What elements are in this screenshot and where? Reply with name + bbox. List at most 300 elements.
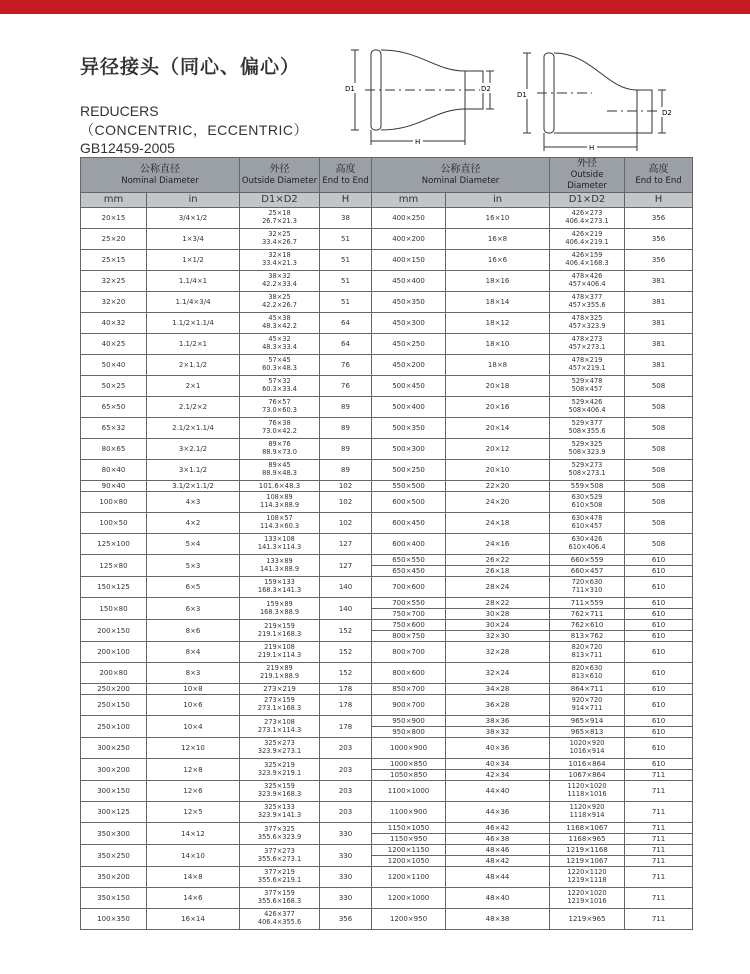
cell-nominal-in: 14×12 [147,823,240,845]
cell-nominal-mm: 65×50 [81,397,147,418]
cell-height: 508 [625,397,693,418]
cell-nominal-in: 3.1/2×1.1/2 [147,481,240,492]
cell-outside-diameter: 965×813 [550,727,625,738]
cell-nominal-in: 40×36 [446,738,550,759]
cell-nominal-in: 2.1/2×1.1/4 [147,418,240,439]
cell-nominal-in: 10×4 [147,716,240,738]
cell-nominal-in: 16×6 [446,250,550,271]
cell-nominal-in: 18×14 [446,292,550,313]
cell-outside-diameter: 325×273 323.9×273.1 [240,738,320,759]
header-h: H [320,193,372,208]
cell-nominal-in: 3×1.1/2 [147,460,240,481]
cell-nominal-in: 6×5 [147,577,240,598]
cell-outside-diameter: 720×630 711×310 [550,577,625,598]
cell-nominal-in: 30×28 [446,609,550,620]
cell-nominal-in: 5×3 [147,555,240,577]
cell-nominal-in: 46×42 [446,823,550,834]
cell-outside-diameter: 711×559 [550,598,625,609]
cell-height: 330 [320,845,372,867]
cell-outside-diameter: 630×529 610×508 [550,492,625,513]
cell-nominal-mm: 150×80 [81,598,147,620]
cell-nominal-mm: 25×20 [81,229,147,250]
cell-outside-diameter: 101.6×48.3 [240,481,320,492]
header-mm: mm [372,193,446,208]
cell-nominal-in: 3/4×1/2 [147,208,240,229]
cell-height: 51 [320,271,372,292]
cell-height: 711 [625,845,693,856]
cell-height: 711 [625,834,693,845]
cell-nominal-mm: 1200×950 [372,909,446,930]
cell-nominal-mm: 100×50 [81,513,147,534]
cell-outside-diameter: 76×57 73.0×60.3 [240,397,320,418]
table-row [81,781,693,802]
cell-height: 711 [625,823,693,834]
table-row [81,888,693,909]
cell-nominal-mm: 1000×900 [372,738,446,759]
cell-nominal-mm: 800×600 [372,663,446,684]
table-row [81,229,693,250]
cell-height: 330 [320,823,372,845]
cell-nominal-mm: 500×350 [372,418,446,439]
cell-nominal-mm: 250×100 [81,716,147,738]
cell-outside-diameter: 529×426 508×406.4 [550,397,625,418]
h-label: H [589,144,595,152]
cell-nominal-mm: 250×200 [81,684,147,695]
table-row [81,481,693,492]
cell-outside-diameter: 426×377 406.4×355.6 [240,909,320,930]
cell-outside-diameter: 45×38 48.3×42.2 [240,313,320,334]
cell-height: 89 [320,397,372,418]
cell-outside-diameter: 377×159 355.6×168.3 [240,888,320,909]
cell-outside-diameter: 133×108 141.3×114.3 [240,534,320,555]
cell-nominal-in: 4×3 [147,492,240,513]
cell-outside-diameter: 273×219 [240,684,320,695]
standard-code: GB12459-2005 [80,140,175,156]
cell-outside-diameter: 377×219 355.6×219.1 [240,867,320,888]
cell-outside-diameter: 1120×1020 1118×1016 [550,781,625,802]
cell-outside-diameter: 219×89 219.1×88.9 [240,663,320,684]
table-row [81,376,693,397]
table-row [81,867,693,888]
header-nominal: 公称直径 Nominal Diameter [81,158,240,193]
cell-nominal-in: 48×42 [446,856,550,867]
cell-outside-diameter: 762×610 [550,620,625,631]
cell-nominal-in: 48×38 [446,909,550,930]
cell-nominal-mm: 50×40 [81,355,147,376]
cell-nominal-in: 30×24 [446,620,550,631]
cell-outside-diameter: 38×32 42.2×33.4 [240,271,320,292]
cell-nominal-mm: 350×150 [81,888,147,909]
cell-outside-diameter: 325×159 323.9×168.3 [240,781,320,802]
header-height: 高度 End to End [625,158,693,193]
cell-nominal-in: 38×32 [446,727,550,738]
cell-height: 381 [625,271,693,292]
cell-nominal-in: 2×1 [147,376,240,397]
cell-height: 610 [625,727,693,738]
cell-nominal-mm: 1100×1000 [372,781,446,802]
cell-height: 508 [625,460,693,481]
cell-nominal-in: 24×16 [446,534,550,555]
cell-outside-diameter: 25×18 26.7×21.3 [240,208,320,229]
table-row [81,534,693,555]
cell-nominal-mm: 450×350 [372,292,446,313]
table-row [81,513,693,534]
cell-nominal-mm: 350×300 [81,823,147,845]
cell-nominal-in: 2.1/2×2 [147,397,240,418]
cell-height: 610 [625,684,693,695]
cell-outside-diameter: 965×914 [550,716,625,727]
cell-nominal-in: 48×40 [446,888,550,909]
cell-outside-diameter: 630×426 610×406.4 [550,534,625,555]
table-row [81,642,693,663]
cell-outside-diameter: 529×377 508×355.6 [550,418,625,439]
cell-nominal-in: 42×34 [446,770,550,781]
cell-nominal-in: 18×12 [446,313,550,334]
cell-outside-diameter: 1120×920 1118×914 [550,802,625,823]
table-row [81,802,693,823]
cell-outside-diameter: 377×325 355.6×323.9 [240,823,320,845]
cell-height: 508 [625,439,693,460]
reducer-dimension-table [80,157,693,930]
cell-height: 610 [625,759,693,770]
cell-nominal-mm: 800×700 [372,642,446,663]
cell-outside-diameter: 559×508 [550,481,625,492]
cell-height: 610 [625,577,693,598]
cell-nominal-mm: 500×250 [372,460,446,481]
cell-nominal-mm: 450×300 [372,313,446,334]
cell-nominal-mm: 350×200 [81,867,147,888]
table-row [81,620,693,631]
cell-height: 610 [625,663,693,684]
cell-outside-diameter: 108×57 114.3×60.3 [240,513,320,534]
cell-nominal-in: 18×10 [446,334,550,355]
cell-height: 356 [625,250,693,271]
cell-nominal-in: 8×4 [147,642,240,663]
cell-nominal-mm: 250×150 [81,695,147,716]
cell-nominal-mm: 125×100 [81,534,147,555]
cell-nominal-in: 10×6 [147,695,240,716]
cell-nominal-in: 1.1/2×1.1/4 [147,313,240,334]
header-in: in [147,193,240,208]
cell-nominal-mm: 700×550 [372,598,446,609]
cell-nominal-in: 3×2.1/2 [147,439,240,460]
table-row [81,250,693,271]
table-row [81,909,693,930]
cell-outside-diameter: 159×133 168.3×141.3 [240,577,320,598]
title-chinese: 异径接头（同心、偏心） [80,56,301,78]
table-row [81,759,693,770]
cell-nominal-in: 5×4 [147,534,240,555]
cell-nominal-mm: 1000×850 [372,759,446,770]
cell-height: 508 [625,481,693,492]
cell-outside-diameter: 45×32 48.3×33.4 [240,334,320,355]
cell-height: 508 [625,418,693,439]
cell-nominal-in: 44×40 [446,781,550,802]
cell-nominal-in: 20×12 [446,439,550,460]
cell-nominal-mm: 400×200 [372,229,446,250]
cell-nominal-mm: 100×80 [81,492,147,513]
cell-height: 51 [320,250,372,271]
cell-outside-diameter: 325×219 323.9×219.1 [240,759,320,781]
table-row [81,823,693,834]
cell-nominal-mm: 1200×1100 [372,867,446,888]
cell-outside-diameter: 478×426 457×406.4 [550,271,625,292]
cell-outside-diameter: 32×18 33.4×21.3 [240,250,320,271]
d2-label: D2 [662,109,672,117]
cell-nominal-mm: 50×25 [81,376,147,397]
cell-nominal-mm: 500×300 [372,439,446,460]
cell-nominal-mm: 40×32 [81,313,147,334]
cell-nominal-in: 1.1/4×1 [147,271,240,292]
eccentric-reducer-diagram [512,45,682,157]
cell-nominal-in: 1.1/4×3/4 [147,292,240,313]
cell-outside-diameter: 478×325 457×323.9 [550,313,625,334]
h-label: H [415,138,421,146]
table-row [81,738,693,759]
cell-nominal-in: 38×36 [446,716,550,727]
cell-nominal-mm: 450×400 [372,271,446,292]
cell-nominal-in: 14×6 [147,888,240,909]
cell-nominal-mm: 600×450 [372,513,446,534]
header-outside: 外径 Outside Diameter [550,158,625,193]
cell-nominal-in: 26×22 [446,555,550,566]
cell-outside-diameter: 820×720 813×711 [550,642,625,663]
cell-height: 610 [625,695,693,716]
cell-nominal-in: 12×8 [147,759,240,781]
cell-nominal-mm: 550×500 [372,481,446,492]
cell-outside-diameter: 426×273 406.4×273.1 [550,208,625,229]
cell-nominal-mm: 1200×1050 [372,856,446,867]
cell-outside-diameter: 89×76 88.9×73.0 [240,439,320,460]
cell-height: 127 [320,534,372,555]
cell-outside-diameter: 325×133 323.9×141.3 [240,802,320,823]
table-row [81,271,693,292]
cell-outside-diameter: 1219×1067 [550,856,625,867]
cell-nominal-in: 8×6 [147,620,240,642]
cell-nominal-in: 28×22 [446,598,550,609]
cell-height: 152 [320,620,372,642]
d1-label: D1 [345,85,355,93]
cell-outside-diameter: 57×32 60.3×33.4 [240,376,320,397]
cell-nominal-in: 2×1.1/2 [147,355,240,376]
table-row [81,716,693,727]
cell-nominal-mm: 800×750 [372,631,446,642]
cell-nominal-mm: 1150×950 [372,834,446,845]
cell-nominal-mm: 300×250 [81,738,147,759]
cell-nominal-mm: 65×32 [81,418,147,439]
cell-nominal-in: 12×5 [147,802,240,823]
table-row [81,492,693,513]
cell-nominal-mm: 750×700 [372,609,446,620]
cell-outside-diameter: 1067×864 [550,770,625,781]
cell-height: 140 [320,598,372,620]
cell-height: 330 [320,867,372,888]
cell-nominal-in: 16×10 [446,208,550,229]
cell-nominal-mm: 150×125 [81,577,147,598]
cell-height: 152 [320,663,372,684]
cell-nominal-mm: 200×80 [81,663,147,684]
cell-nominal-mm: 80×65 [81,439,147,460]
cell-nominal-in: 1×1/2 [147,250,240,271]
cell-nominal-in: 10×8 [147,684,240,695]
cell-nominal-in: 46×38 [446,834,550,845]
cell-nominal-in: 12×6 [147,781,240,802]
cell-outside-diameter: 529×325 508×323.9 [550,439,625,460]
cell-nominal-mm: 1100×900 [372,802,446,823]
cell-nominal-mm: 200×100 [81,642,147,663]
table-row [81,695,693,716]
cell-height: 203 [320,738,372,759]
cell-height: 140 [320,577,372,598]
cell-height: 610 [625,609,693,620]
d2-label: D2 [481,85,491,93]
cell-nominal-mm: 125×80 [81,555,147,577]
cell-height: 508 [625,492,693,513]
cell-outside-diameter: 762×711 [550,609,625,620]
cell-nominal-mm: 80×40 [81,460,147,481]
table-row [81,355,693,376]
header-outside: 外径 Outside Diameter [240,158,320,193]
cell-nominal-in: 36×28 [446,695,550,716]
cell-nominal-mm: 900×700 [372,695,446,716]
cell-height: 51 [320,229,372,250]
cell-outside-diameter: 38×25 42.2×26.7 [240,292,320,313]
cell-height: 178 [320,716,372,738]
cell-outside-diameter: 813×762 [550,631,625,642]
cell-nominal-in: 48×46 [446,845,550,856]
cell-outside-diameter: 1020×920 1016×914 [550,738,625,759]
cell-outside-diameter: 108×89 114.3×88.9 [240,492,320,513]
cell-outside-diameter: 478×273 457×273.1 [550,334,625,355]
cell-height: 610 [625,716,693,727]
cell-nominal-mm: 100×350 [81,909,147,930]
cell-nominal-in: 28×24 [446,577,550,598]
cell-nominal-mm: 400×250 [372,208,446,229]
cell-height: 76 [320,376,372,397]
cell-height: 64 [320,313,372,334]
table-body [81,208,693,930]
cell-nominal-mm: 32×20 [81,292,147,313]
cell-height: 64 [320,334,372,355]
cell-nominal-in: 20×16 [446,397,550,418]
cell-height: 356 [625,208,693,229]
table-row [81,208,693,229]
cell-nominal-mm: 650×550 [372,555,446,566]
header-height: 高度 End to End [320,158,372,193]
cell-height: 102 [320,513,372,534]
cell-outside-diameter: 630×478 610×457 [550,513,625,534]
cell-outside-diameter: 1220×1120 1219×1118 [550,867,625,888]
cell-nominal-in: 22×20 [446,481,550,492]
cell-outside-diameter: 219×108 219.1×114.3 [240,642,320,663]
cell-nominal-mm: 500×450 [372,376,446,397]
cell-nominal-in: 24×20 [446,492,550,513]
table-row [81,418,693,439]
cell-outside-diameter: 478×377 457×355.6 [550,292,625,313]
concentric-reducer-diagram [335,45,510,150]
cell-nominal-mm: 700×600 [372,577,446,598]
header-h: H [625,193,693,208]
table-row [81,845,693,856]
cell-height: 356 [625,229,693,250]
cell-nominal-in: 18×16 [446,271,550,292]
cell-height: 330 [320,888,372,909]
cell-height: 381 [625,334,693,355]
cell-nominal-in: 16×8 [446,229,550,250]
cell-nominal-in: 32×30 [446,631,550,642]
cell-height: 178 [320,695,372,716]
cell-outside-diameter: 1168×1067 [550,823,625,834]
cell-nominal-mm: 1200×1000 [372,888,446,909]
cell-height: 711 [625,856,693,867]
cell-nominal-in: 6×3 [147,598,240,620]
cell-height: 610 [625,620,693,631]
cell-nominal-in: 14×8 [147,867,240,888]
cell-nominal-in: 8×3 [147,663,240,684]
cell-nominal-mm: 300×150 [81,781,147,802]
table-row [81,684,693,695]
cell-nominal-mm: 25×15 [81,250,147,271]
cell-outside-diameter: 219×159 219.1×168.3 [240,620,320,642]
cell-outside-diameter: 864×711 [550,684,625,695]
cell-nominal-mm: 1200×1150 [372,845,446,856]
header-in: in [446,193,550,208]
cell-outside-diameter: 377×273 355.6×273.1 [240,845,320,867]
cell-nominal-mm: 300×200 [81,759,147,781]
cell-height: 76 [320,355,372,376]
cell-outside-diameter: 76×38 73.0×42.2 [240,418,320,439]
table-row [81,313,693,334]
cell-height: 203 [320,802,372,823]
cell-height: 508 [625,376,693,397]
cell-height: 102 [320,492,372,513]
cell-nominal-mm: 200×150 [81,620,147,642]
cell-outside-diameter: 426×219 406.4×219.1 [550,229,625,250]
table-row [81,397,693,418]
title-english: REDUCERS [80,103,159,119]
header-nominal: 公称直径 Nominal Diameter [372,158,550,193]
cell-outside-diameter: 529×478 508×457 [550,376,625,397]
cell-height: 356 [320,909,372,930]
cell-nominal-in: 34×28 [446,684,550,695]
cell-nominal-in: 48×44 [446,867,550,888]
cell-outside-diameter: 32×25 33.4×26.7 [240,229,320,250]
header-d1d2: D1×D2 [550,193,625,208]
table-row [81,460,693,481]
cell-outside-diameter: 820×630 813×610 [550,663,625,684]
cell-height: 381 [625,355,693,376]
cell-height: 203 [320,759,372,781]
cell-height: 508 [625,513,693,534]
cell-height: 381 [625,313,693,334]
cell-nominal-in: 18×8 [446,355,550,376]
cell-outside-diameter: 57×45 60.3×48.3 [240,355,320,376]
cell-nominal-mm: 950×800 [372,727,446,738]
cell-outside-diameter: 1016×864 [550,759,625,770]
cell-nominal-in: 26×18 [446,566,550,577]
cell-nominal-mm: 450×250 [372,334,446,355]
cell-height: 38 [320,208,372,229]
cell-nominal-mm: 850×700 [372,684,446,695]
cell-height: 89 [320,418,372,439]
cell-nominal-in: 24×18 [446,513,550,534]
cell-nominal-in: 44×36 [446,802,550,823]
cell-nominal-in: 4×2 [147,513,240,534]
cell-nominal-mm: 650×450 [372,566,446,577]
top-red-bar [0,0,750,14]
cell-outside-diameter: 1219×965 [550,909,625,930]
table-row [81,334,693,355]
